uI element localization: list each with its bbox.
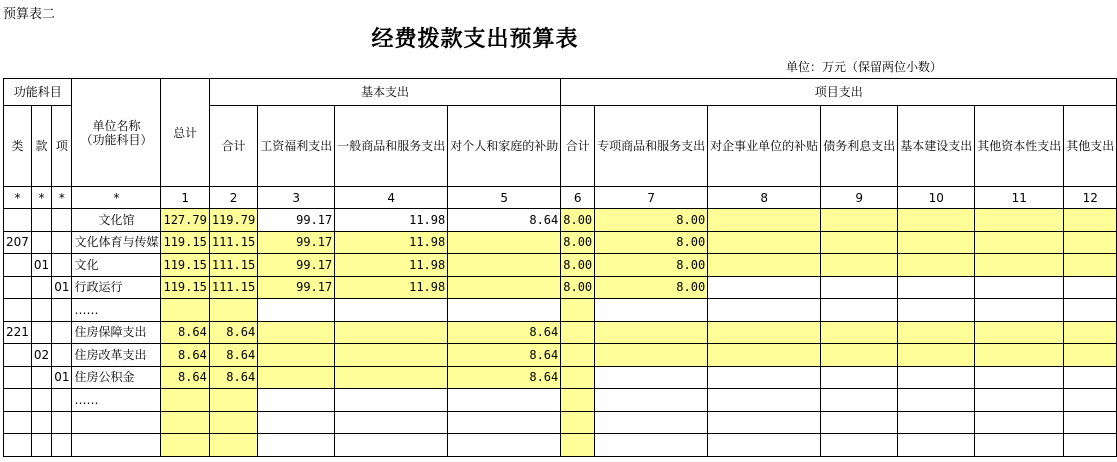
value-cell xyxy=(708,389,821,412)
unit-name-cell: …… xyxy=(72,299,161,322)
value-cell xyxy=(1064,389,1117,412)
value-cell: 8.00 xyxy=(595,209,708,232)
unit-name-cell: 住房改革支出 xyxy=(72,344,161,367)
value-cell xyxy=(821,299,898,322)
value-cell xyxy=(898,209,975,232)
value-cell xyxy=(821,434,898,457)
star-cell: * xyxy=(52,187,72,209)
value-cell xyxy=(975,344,1064,367)
xiang-header: 项 xyxy=(52,106,72,187)
col-number: 10 xyxy=(898,187,975,209)
value-cell xyxy=(561,299,595,322)
table-row xyxy=(4,344,1117,367)
kuan-cell xyxy=(31,209,51,232)
unit-name-header: 单位名称 （功能科目） xyxy=(72,79,161,187)
kuan-cell xyxy=(31,411,51,434)
value-cell xyxy=(1064,321,1117,344)
table-row xyxy=(4,389,1117,412)
value-cell: 8.64 xyxy=(209,321,257,344)
value-cell xyxy=(595,299,708,322)
value-cell xyxy=(708,231,821,254)
value-cell: 8.00 xyxy=(561,231,595,254)
value-cell xyxy=(335,299,448,322)
value-cell xyxy=(161,411,209,434)
value-cell xyxy=(258,434,335,457)
value-cell xyxy=(1064,366,1117,389)
special-goods-header: 专项商品和服务支出 xyxy=(595,106,708,187)
lei-cell xyxy=(4,344,32,367)
xiang-cell xyxy=(52,434,72,457)
value-cell xyxy=(1064,434,1117,457)
kuan-cell xyxy=(31,321,51,344)
value-cell xyxy=(708,254,821,277)
value-cell xyxy=(898,276,975,299)
value-cell xyxy=(975,366,1064,389)
value-cell xyxy=(161,434,209,457)
table-row xyxy=(4,276,1117,299)
col-number: 11 xyxy=(975,187,1064,209)
value-cell xyxy=(975,254,1064,277)
value-cell: 11.98 xyxy=(335,254,448,277)
value-cell xyxy=(708,344,821,367)
kuan-cell xyxy=(31,389,51,412)
table-title: 经费拨款支出预算表 xyxy=(371,26,579,52)
value-cell xyxy=(975,321,1064,344)
value-cell: 8.64 xyxy=(161,321,209,344)
value-cell: 119.15 xyxy=(161,254,209,277)
goods-services-header: 一般商品和服务支出 xyxy=(335,106,448,187)
value-cell: 111.15 xyxy=(209,231,257,254)
value-cell xyxy=(448,231,561,254)
xiang-cell xyxy=(52,299,72,322)
project-expense-header: 项目支出 xyxy=(561,79,1117,106)
value-cell: 8.00 xyxy=(595,276,708,299)
table-body xyxy=(4,209,1117,457)
unit-name-cell: 文化 xyxy=(72,254,161,277)
value-cell xyxy=(975,434,1064,457)
value-cell xyxy=(595,366,708,389)
value-cell: 8.64 xyxy=(161,344,209,367)
table-row xyxy=(4,434,1117,457)
value-cell xyxy=(561,344,595,367)
lei-cell xyxy=(4,411,32,434)
value-cell xyxy=(1064,276,1117,299)
lei-cell xyxy=(4,434,32,457)
kuan-cell: 01 xyxy=(31,254,51,277)
value-cell: 99.17 xyxy=(258,209,335,232)
value-cell xyxy=(708,434,821,457)
budget-table xyxy=(3,78,1117,457)
value-cell xyxy=(258,344,335,367)
kuan-cell: 02 xyxy=(31,344,51,367)
value-cell xyxy=(898,321,975,344)
table-header xyxy=(4,79,1117,209)
value-cell: 11.98 xyxy=(335,231,448,254)
value-cell xyxy=(1064,299,1117,322)
kuan-cell xyxy=(31,231,51,254)
value-cell xyxy=(595,321,708,344)
value-cell xyxy=(335,434,448,457)
enterprise-subsidy-header: 对企事业单位的补贴 xyxy=(708,106,821,187)
personal-subsidy-header: 对个人和家庭的补助 xyxy=(448,106,561,187)
xiang-cell xyxy=(52,321,72,344)
lei-cell xyxy=(4,299,32,322)
col-number: 4 xyxy=(335,187,448,209)
value-cell xyxy=(1064,344,1117,367)
star-cell: * xyxy=(72,187,161,209)
col-number: 9 xyxy=(821,187,898,209)
value-cell xyxy=(595,389,708,412)
value-cell xyxy=(561,321,595,344)
star-cell: * xyxy=(4,187,32,209)
basic-expense-header: 基本支出 xyxy=(209,79,560,106)
value-cell xyxy=(898,366,975,389)
sheet-label: 预算表二 xyxy=(3,7,56,22)
unit-name-cell xyxy=(72,434,161,457)
unit-name-cell: 文化馆 xyxy=(72,209,161,232)
value-cell: 8.64 xyxy=(209,344,257,367)
wage-header: 工资福利支出 xyxy=(258,106,335,187)
value-cell: 8.00 xyxy=(561,254,595,277)
value-cell xyxy=(898,434,975,457)
table-row xyxy=(4,321,1117,344)
lei-header: 类 xyxy=(4,106,32,187)
value-cell xyxy=(448,434,561,457)
xiang-cell xyxy=(52,389,72,412)
value-cell xyxy=(335,321,448,344)
value-cell xyxy=(161,389,209,412)
table-row xyxy=(4,411,1117,434)
value-cell: 11.98 xyxy=(335,209,448,232)
value-cell: 8.64 xyxy=(448,344,561,367)
col-number: 6 xyxy=(561,187,595,209)
value-cell xyxy=(898,254,975,277)
value-cell xyxy=(448,254,561,277)
lei-cell xyxy=(4,366,32,389)
value-cell xyxy=(898,231,975,254)
xiang-cell xyxy=(52,209,72,232)
kuan-cell xyxy=(31,366,51,389)
col-number: 2 xyxy=(209,187,257,209)
value-cell xyxy=(595,411,708,434)
value-cell xyxy=(708,276,821,299)
value-cell: 8.64 xyxy=(209,366,257,389)
value-cell: 127.79 xyxy=(161,209,209,232)
value-cell xyxy=(898,411,975,434)
value-cell xyxy=(595,344,708,367)
value-cell xyxy=(975,389,1064,412)
xiang-cell xyxy=(52,411,72,434)
kuan-cell xyxy=(31,299,51,322)
value-cell: 8.64 xyxy=(448,321,561,344)
value-cell xyxy=(561,411,595,434)
basic-total-header: 合计 xyxy=(209,106,257,187)
value-cell xyxy=(448,411,561,434)
value-cell xyxy=(708,366,821,389)
unit-name-cell: 住房保障支出 xyxy=(72,321,161,344)
unit-name-cell: 文化体育与传媒 xyxy=(72,231,161,254)
value-cell xyxy=(209,389,257,412)
value-cell xyxy=(821,411,898,434)
capital-construction-header: 基本建设支出 xyxy=(898,106,975,187)
col-number: 3 xyxy=(258,187,335,209)
col-number: 12 xyxy=(1064,187,1117,209)
total-header: 总计 xyxy=(161,79,209,187)
lei-cell xyxy=(4,389,32,412)
func-subject-header: 功能科目 xyxy=(4,79,72,106)
value-cell: 119.15 xyxy=(161,231,209,254)
value-cell xyxy=(821,321,898,344)
value-cell: 119.79 xyxy=(209,209,257,232)
value-cell xyxy=(258,321,335,344)
value-cell: 99.17 xyxy=(258,231,335,254)
unit-name-cell: …… xyxy=(72,389,161,412)
value-cell: 8.64 xyxy=(448,209,561,232)
value-cell: 111.15 xyxy=(209,254,257,277)
value-cell: 8.64 xyxy=(161,366,209,389)
value-cell xyxy=(1064,411,1117,434)
col-number: 5 xyxy=(448,187,561,209)
value-cell xyxy=(335,366,448,389)
value-cell xyxy=(708,299,821,322)
project-total-header: 合计 xyxy=(561,106,595,187)
kuan-header: 款 xyxy=(31,106,51,187)
value-cell: 119.15 xyxy=(161,276,209,299)
col-number: 7 xyxy=(595,187,708,209)
table-row xyxy=(4,366,1117,389)
value-cell xyxy=(561,366,595,389)
xiang-cell: 01 xyxy=(52,366,72,389)
value-cell: 111.15 xyxy=(209,276,257,299)
table-row xyxy=(4,209,1117,232)
value-cell xyxy=(209,299,257,322)
value-cell xyxy=(595,434,708,457)
value-cell: 8.64 xyxy=(448,366,561,389)
value-cell xyxy=(561,434,595,457)
lei-cell: 221 xyxy=(4,321,32,344)
value-cell xyxy=(1064,231,1117,254)
table-row xyxy=(4,231,1117,254)
star-cell: * xyxy=(31,187,51,209)
value-cell xyxy=(448,299,561,322)
value-cell xyxy=(975,209,1064,232)
value-cell xyxy=(258,389,335,412)
lei-cell xyxy=(4,209,32,232)
value-cell xyxy=(335,344,448,367)
value-cell xyxy=(1064,254,1117,277)
value-cell xyxy=(821,344,898,367)
value-cell xyxy=(898,299,975,322)
value-cell xyxy=(898,344,975,367)
debt-interest-header: 债务利息支出 xyxy=(821,106,898,187)
value-cell: 8.00 xyxy=(595,231,708,254)
value-cell: 11.98 xyxy=(335,276,448,299)
unit-name-cell: 行政运行 xyxy=(72,276,161,299)
lei-cell xyxy=(4,276,32,299)
value-cell xyxy=(448,276,561,299)
value-cell xyxy=(821,389,898,412)
value-cell xyxy=(708,411,821,434)
unit-note: 单位：万元（保留两位小数） xyxy=(785,60,942,74)
value-cell xyxy=(975,411,1064,434)
value-cell xyxy=(821,366,898,389)
value-cell xyxy=(258,366,335,389)
other-expense-header: 其他支出 xyxy=(1064,106,1117,187)
value-cell xyxy=(821,254,898,277)
xiang-cell xyxy=(52,254,72,277)
lei-cell: 207 xyxy=(4,231,32,254)
value-cell: 8.00 xyxy=(561,209,595,232)
kuan-cell xyxy=(31,276,51,299)
xiang-cell xyxy=(52,231,72,254)
value-cell: 99.17 xyxy=(258,254,335,277)
value-cell: 8.00 xyxy=(561,276,595,299)
col-number: 1 xyxy=(161,187,209,209)
value-cell xyxy=(1064,209,1117,232)
kuan-cell xyxy=(31,434,51,457)
value-cell xyxy=(821,209,898,232)
unit-name-cell: 住房公积金 xyxy=(72,366,161,389)
value-cell xyxy=(335,389,448,412)
table-row xyxy=(4,254,1117,277)
value-cell xyxy=(258,411,335,434)
xiang-cell xyxy=(52,344,72,367)
value-cell xyxy=(821,231,898,254)
value-cell xyxy=(975,276,1064,299)
value-cell xyxy=(708,321,821,344)
value-cell xyxy=(821,276,898,299)
col-number: 8 xyxy=(708,187,821,209)
lei-cell xyxy=(4,254,32,277)
value-cell xyxy=(161,299,209,322)
other-capital-header: 其他资本性支出 xyxy=(975,106,1064,187)
column-number-row xyxy=(4,187,1117,209)
value-cell xyxy=(561,389,595,412)
value-cell: 8.00 xyxy=(595,254,708,277)
xiang-cell: 01 xyxy=(52,276,72,299)
value-cell xyxy=(258,299,335,322)
value-cell xyxy=(209,411,257,434)
value-cell xyxy=(335,411,448,434)
value-cell xyxy=(708,209,821,232)
value-cell xyxy=(975,299,1064,322)
unit-name-cell xyxy=(72,411,161,434)
value-cell xyxy=(209,434,257,457)
value-cell: 99.17 xyxy=(258,276,335,299)
value-cell xyxy=(448,389,561,412)
table-row xyxy=(4,299,1117,322)
value-cell xyxy=(898,389,975,412)
value-cell xyxy=(975,231,1064,254)
